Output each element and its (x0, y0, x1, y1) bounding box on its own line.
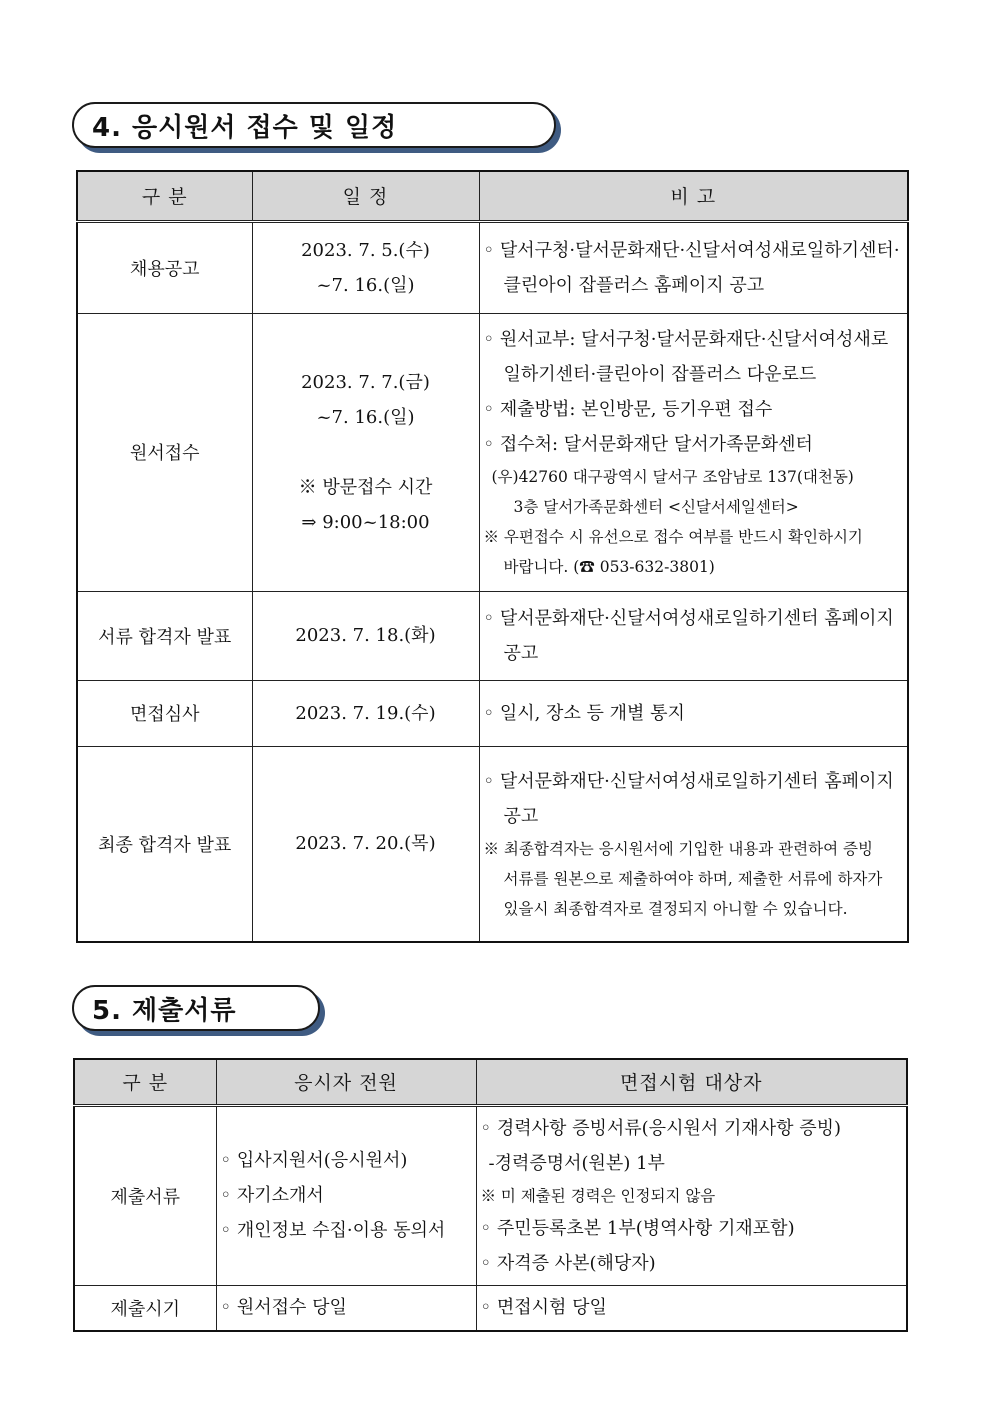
note-line: ◦ 제출방법: 본인방문, 등기우편 접수 (483, 399, 773, 420)
row-date (252, 591, 479, 680)
date-line: ~7. 16.(일) (316, 406, 415, 428)
note-line: ◦ 달서문화재단·신달서여성새로일하기센터 홈페이지 (483, 770, 894, 792)
doc-line: ◦ 면접시험 당일 (480, 1297, 607, 1319)
date-line: 2023. 7. 5.(수) (301, 239, 430, 261)
note-line: ◦ 접수처: 달서문화재단 달서가족문화센터 (483, 434, 813, 455)
note-line: ◦ 원서교부: 달서구청·달서문화재단·신달서여성새로 (483, 329, 889, 350)
table-row (77, 680, 908, 746)
interview-timing (476, 1285, 907, 1331)
date-line (254, 435, 478, 470)
header-all-applicants: 응시자 전원 (216, 1059, 476, 1105)
row-category: 채용공고 (77, 221, 252, 313)
doc-line: ◦ 원서접수 당일 (220, 1297, 347, 1319)
note-line: 클린아이 잡플러스 홈페이지 공고 (503, 274, 765, 296)
date-line: 2023. 7. 20.(목) (295, 833, 436, 855)
header-category: 구 분 (74, 1059, 216, 1105)
table-row (77, 746, 908, 942)
row-category: 면접심사 (77, 680, 252, 746)
row-date (252, 221, 479, 313)
schedule-table (76, 170, 909, 943)
doc-line: ◦ 개인정보 수집·이용 동의서 (220, 1220, 446, 1241)
note-line: 공고 (503, 642, 539, 664)
note-line: ※ 우편접수 시 유선으로 접수 여부를 반드시 확인하시기 (483, 528, 863, 546)
row-category: 원서접수 (77, 313, 252, 591)
date-line: ~7. 16.(일) (316, 274, 415, 296)
note-line: ◦ 달서구청·달서문화재단·신달서여성새로일하기센터· (483, 239, 900, 261)
row-category: 서류 합격자 발표 (77, 591, 252, 680)
note-line: 일하기센터·클린아이 잡플러스 다운로드 (503, 364, 817, 385)
doc-line: ◦ 자격증 사본(해당자) (480, 1252, 656, 1274)
row-category: 최종 합격자 발표 (77, 746, 252, 942)
row-category: 제출서류 (74, 1105, 216, 1285)
table-row (77, 591, 908, 680)
note-line: 공고 (503, 805, 539, 827)
row-date (252, 746, 479, 942)
row-notes (479, 680, 908, 746)
date-line: 2023. 7. 18.(화) (295, 625, 436, 646)
table-row (74, 1105, 907, 1285)
header-category: 구 분 (77, 171, 252, 221)
row-notes (479, 746, 908, 942)
header-interview-candidates: 면접시험 대상자 (476, 1059, 907, 1105)
row-notes (479, 591, 908, 680)
doc-line: ◦ 자기소개서 (220, 1185, 324, 1206)
header-remarks: 비 고 (479, 171, 908, 221)
visit-hours-label: ※ 방문접수 시간 (298, 476, 433, 498)
schedule-header-row (77, 171, 908, 221)
documents-header-row (74, 1059, 907, 1105)
doc-note: ※ 미 제출된 경력은 인정되지 않음 (480, 1186, 716, 1205)
doc-line: ◦ 경력사항 증빙서류(응시원서 기재사항 증빙) (480, 1117, 842, 1139)
all-applicants-timing (216, 1285, 476, 1331)
visit-hours-value: ⇒ 9:00~18:00 (301, 511, 430, 533)
row-category: 제출시기 (74, 1285, 216, 1331)
row-notes (479, 313, 908, 591)
date-line: 2023. 7. 7.(금) (301, 371, 430, 393)
table-row (74, 1285, 907, 1331)
all-applicants-docs (216, 1105, 476, 1285)
doc-line: -경력증명서(원본) 1부 (488, 1152, 665, 1174)
note-line: ※ 최종합격자는 응시원서에 기입한 내용과 관련하여 증빙 (483, 839, 873, 858)
section-5-heading: 5. 제출서류 (72, 985, 320, 1031)
note-line: ◦ 달서문화재단·신달서여성새로일하기센터 홈페이지 (483, 607, 894, 629)
date-line: 2023. 7. 19.(수) (295, 702, 436, 724)
note-line: ◦ 일시, 장소 등 개별 통지 (483, 702, 685, 724)
address-line: (우)42760 대구광역시 달서구 조암남로 137(대천동) (491, 468, 854, 486)
row-notes (479, 221, 908, 313)
header-schedule: 일 정 (252, 171, 479, 221)
row-date (252, 313, 479, 591)
section-4-heading: 4. 응시원서 접수 및 일정 (72, 102, 556, 148)
doc-line: ◦ 입사지원서(응시원서) (220, 1150, 408, 1171)
table-row (77, 313, 908, 591)
note-line: 있을시 최종합격자로 결정되지 아니할 수 있습니다. (503, 899, 848, 918)
documents-table (73, 1058, 908, 1332)
interview-docs (476, 1105, 907, 1285)
row-date (252, 680, 479, 746)
note-line: 서류를 원본으로 제출하여야 하며, 제출한 서류에 하자가 (503, 869, 883, 888)
table-row (77, 221, 908, 313)
address-line: 3층 달서가족문화센터 <신달서세일센터> (513, 498, 799, 516)
phone-line: 바랍니다. (☎ 053-632-3801) (503, 558, 715, 576)
doc-line: ◦ 주민등록초본 1부(병역사항 기재포함) (480, 1217, 795, 1239)
